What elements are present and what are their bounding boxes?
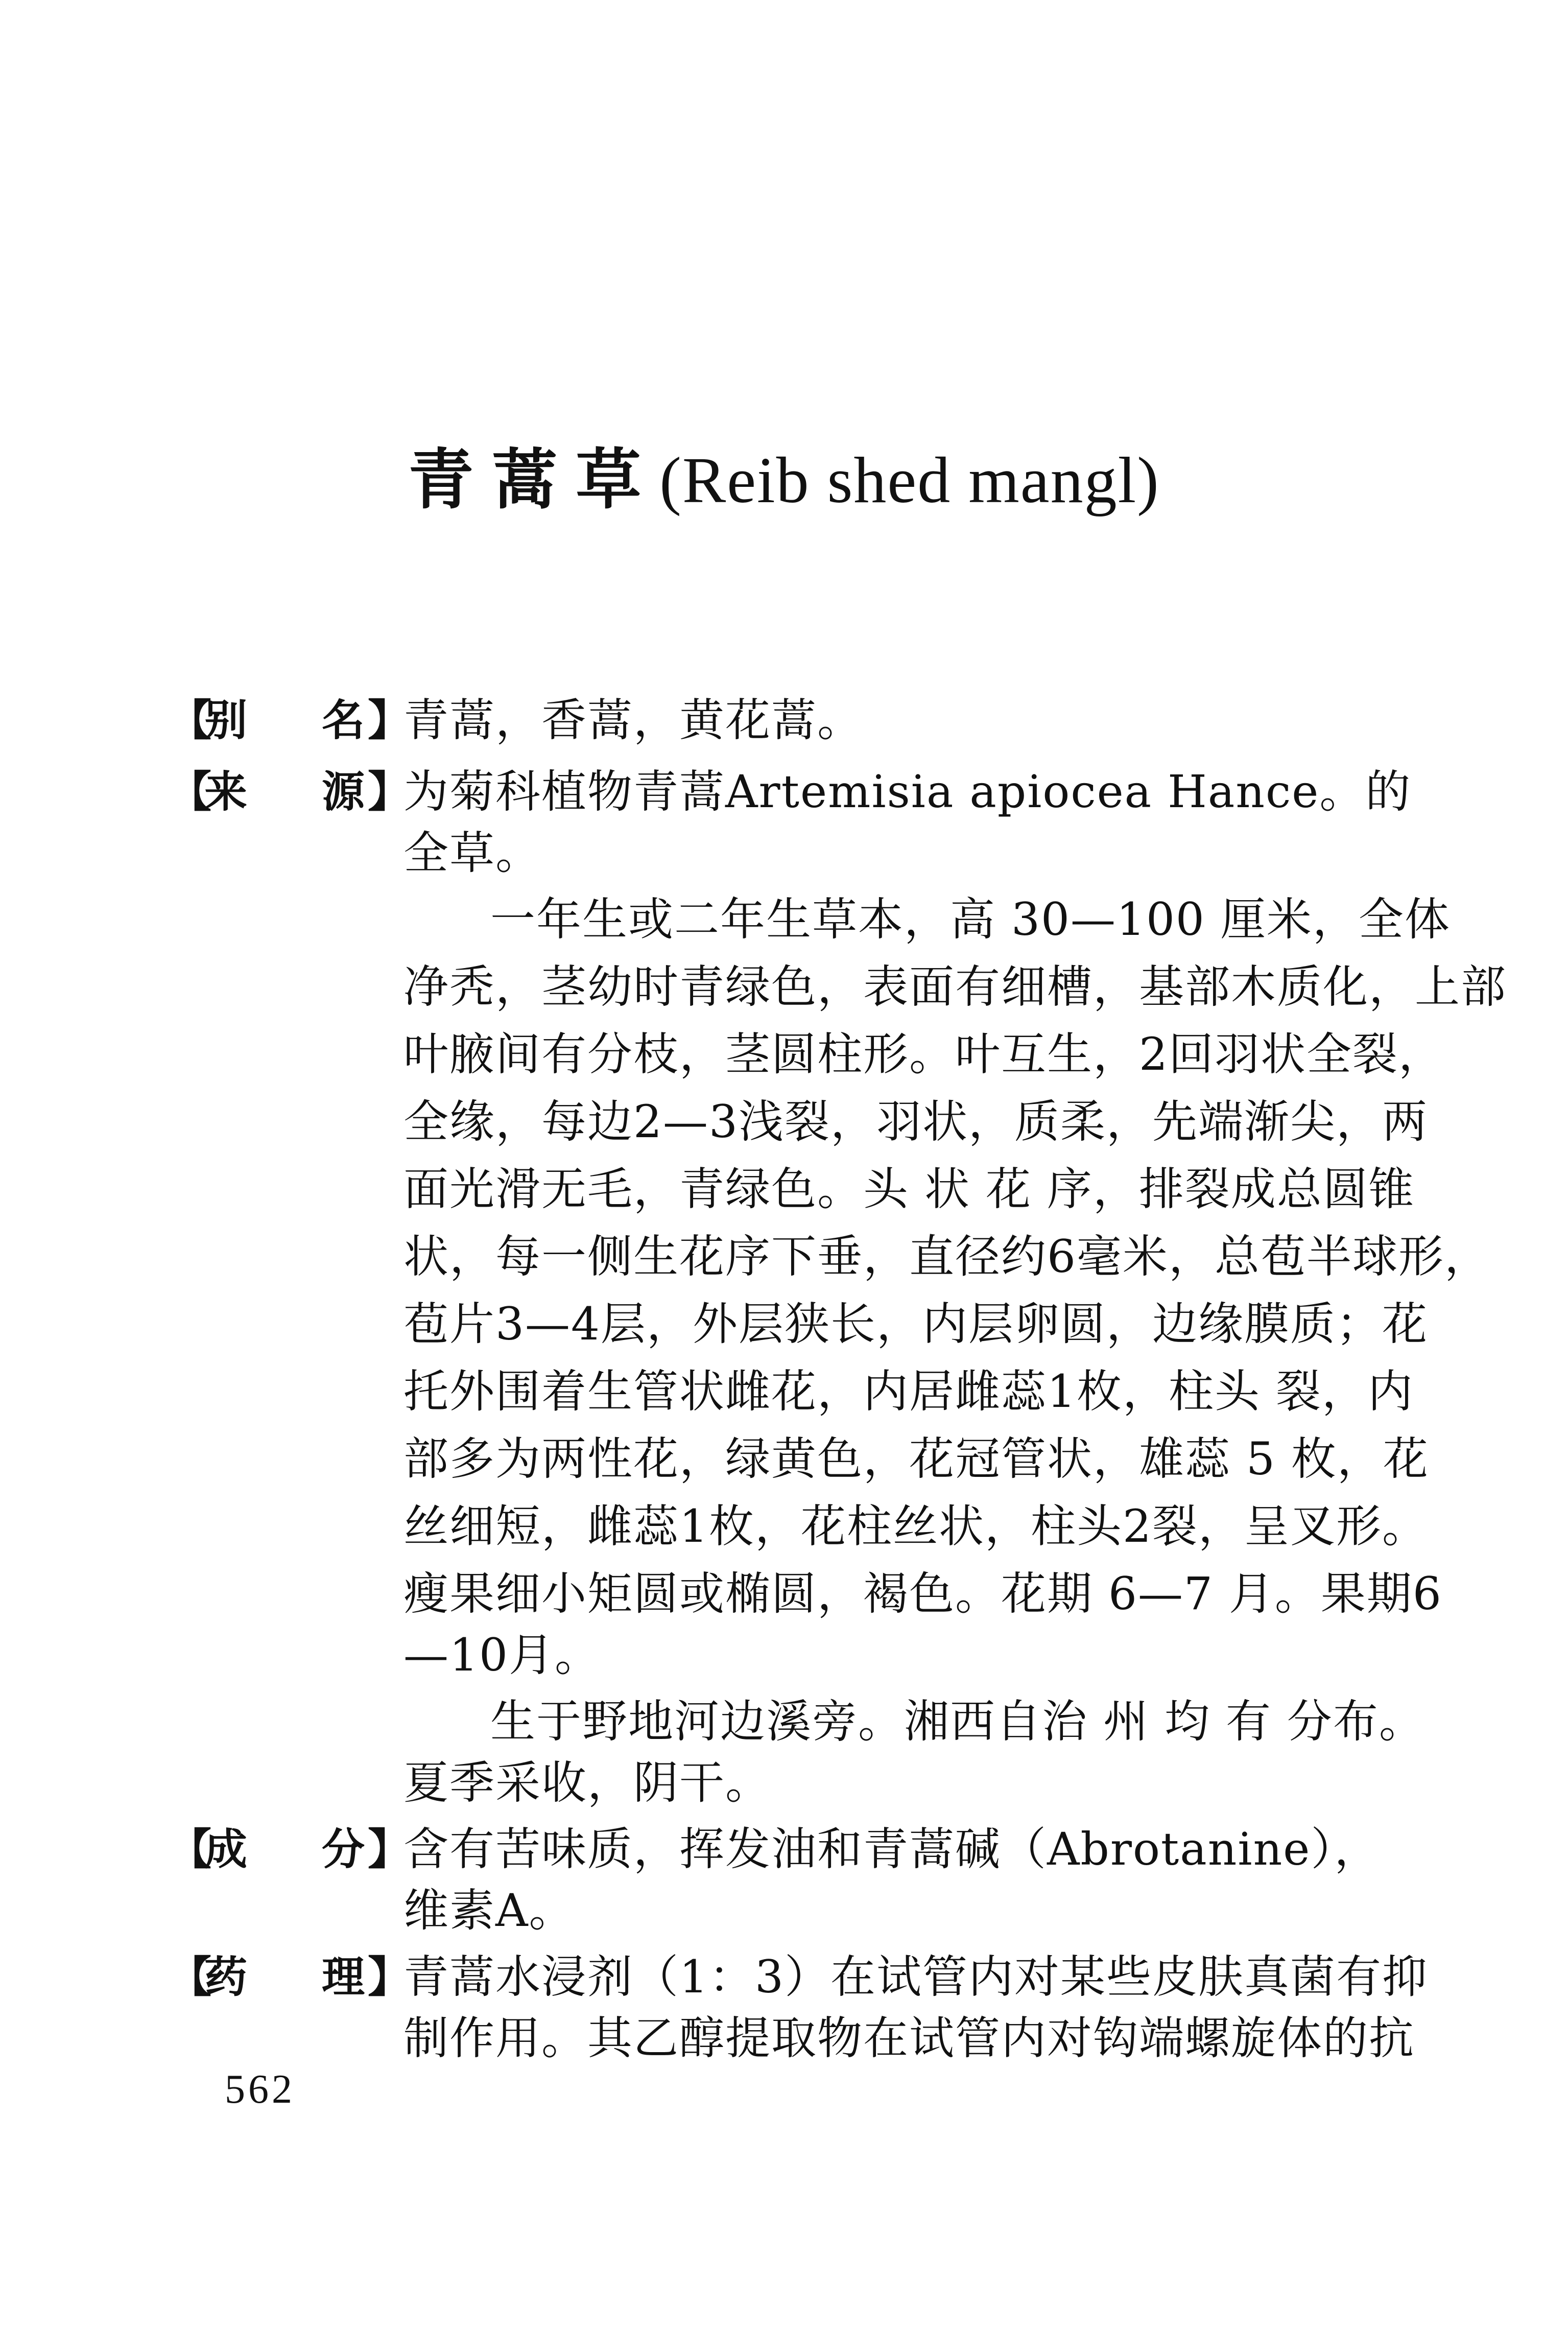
pharmacology-line: 制作用。其乙醇提取物在试管内对钩端螺旋体的抗 [403, 2012, 1415, 2064]
description-line: 全缘，每边2—3浅裂，羽状，质柔，先端渐尖，两 [403, 1095, 1428, 1148]
title-chinese: 青蒿草 [408, 442, 660, 518]
bracket-close: 】 [368, 1824, 411, 1874]
label-char-1: 成 [204, 1824, 248, 1874]
source-line: 全草。 [403, 827, 542, 879]
bracket-open: 【 [169, 767, 212, 817]
description-line: 净秃，茎幼时青绿色，表面有细槽，基部木质化，上部 [403, 960, 1507, 1013]
label-char-1: 别 [204, 695, 248, 745]
pharmacology-line: 青蒿水浸剂（1：3）在试管内对某些皮肤真菌有抑 [403, 1950, 1428, 2003]
description-line: 部多为两性花，绿黄色，花冠管状，雄蕊 5 枚，花 [403, 1432, 1429, 1485]
bracket-close: 】 [368, 695, 411, 745]
label-char-2: 理 [322, 1952, 365, 2002]
description-line: 丝细短，雌蕊1枚，花柱丝状，柱头2裂，呈叉形。 [403, 1500, 1428, 1553]
description-line: 叶腋间有分枝，茎圆柱形。叶互生，2回羽状全裂， [403, 1028, 1444, 1080]
label-char-1: 来 [204, 767, 248, 817]
label-alias [169, 690, 411, 751]
bracket-close: 】 [368, 767, 411, 817]
label-source [169, 761, 411, 822]
bracket-open: 【 [169, 1952, 212, 2002]
label-pharmacology [169, 1946, 411, 2008]
habitat-line: 夏季采收，阴干。 [403, 1756, 772, 1809]
label-char-2: 源 [322, 767, 365, 817]
title-latin: (Reib shed mangl) [659, 444, 1160, 516]
description-line: 瘦果细小矩圆或椭圆，褐色。花期 6—7 月。果期6 [403, 1567, 1442, 1620]
page-number: 562 [225, 2067, 295, 2112]
label-char-1: 药 [204, 1952, 248, 2002]
description-line: —10月。 [403, 1629, 601, 1681]
alias-text: 青蒿，香蒿，黄花蒿。 [403, 694, 864, 746]
source-line: 为菊科植物青蒿Artemisia apiocea Hance。的 [403, 765, 1412, 818]
bracket-close: 】 [368, 1952, 411, 2002]
label-components [169, 1819, 411, 1880]
description-line: 面光滑无毛，青绿色。头 状 花 序，排裂成总圆锥 [403, 1163, 1415, 1215]
description-line: 托外围着生管状雌花，内居雌蕊1枚，柱头 裂，内 [403, 1365, 1414, 1418]
description-line: 状，每一侧生花序下垂，直径约6毫米，总苞半球形， [403, 1230, 1490, 1283]
label-char-2: 分 [322, 1824, 365, 1874]
description-line: 苞片3—4层，外层狭长，内层卵圆，边缘膜质；花 [403, 1298, 1428, 1350]
components-line: 含有苦味质，挥发油和青蒿碱（Abrotanine）， [403, 1823, 1381, 1875]
page-title [0, 439, 1568, 521]
bracket-open: 【 [169, 695, 212, 745]
description-line: 一年生或二年生草本，高 30—100 厘米，全体 [490, 893, 1451, 946]
label-char-2: 名 [322, 695, 365, 745]
components-line: 维素A。 [403, 1884, 575, 1937]
bracket-open: 【 [169, 1824, 212, 1874]
habitat-line: 生于野地河边溪旁。湘西自治 州 均 有 分布。 [490, 1695, 1425, 1748]
